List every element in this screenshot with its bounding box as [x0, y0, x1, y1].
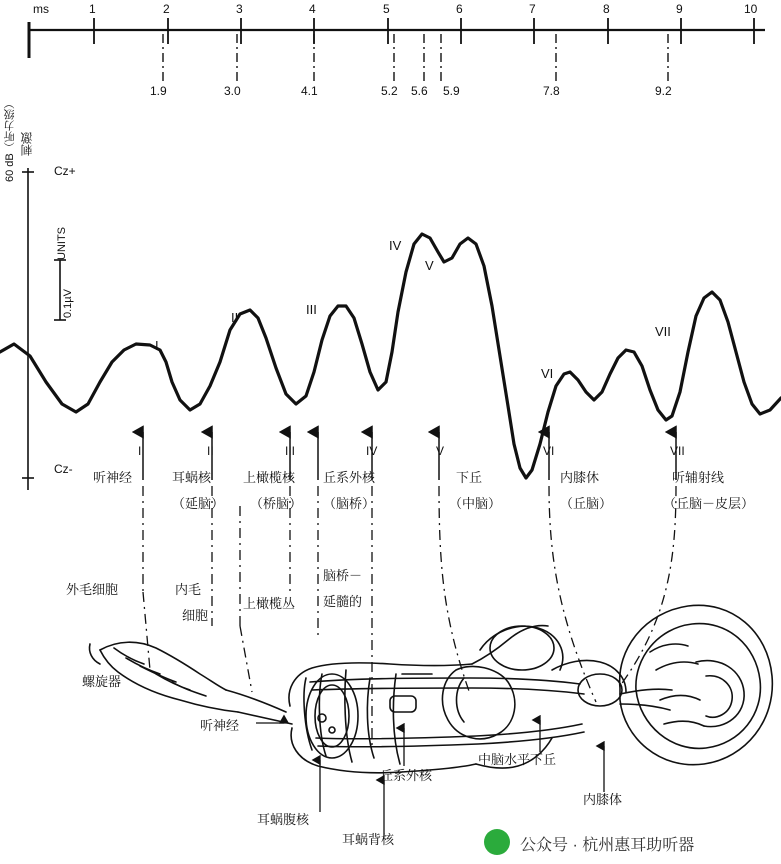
label-inferior-colliculus: 中脑水平下丘: [478, 752, 557, 767]
amplitude-scale-label: 0.1µV: [62, 289, 74, 318]
label-medial-geniculate-body: 内膝体: [583, 792, 623, 807]
generator-name-III: 上橄榄核: [243, 470, 296, 485]
generator-roman-VI: VI: [543, 444, 555, 458]
axis-tick-10: 10: [744, 2, 758, 16]
axis-unit-label: ms: [33, 2, 49, 16]
label-outer-hair-cell: 外毛细胞: [66, 582, 119, 597]
label-dorsal-cochlear-nucleus: 耳蜗背核: [342, 832, 395, 847]
generator-roman-II: II: [207, 444, 214, 458]
wechat-icon: [484, 829, 510, 855]
axis-tick-4: 4: [309, 2, 316, 16]
generator-roman-V: V: [436, 444, 445, 458]
level-label: 60 dB（听力级）: [4, 98, 16, 182]
auditory-pathway-illustration: [60, 578, 781, 818]
latency-5-2: 5.2: [381, 84, 398, 98]
generator-name-I: 听神经: [93, 470, 133, 485]
latency-1-9: 1.9: [150, 84, 167, 98]
label-pontomedullary-2: 延髓的: [323, 594, 363, 609]
peak-label-I: I: [155, 338, 159, 353]
peak-label-V: V: [425, 258, 434, 273]
peak-label-VI: VI: [541, 366, 554, 381]
label-inner-hair-cell-1: 内毛: [175, 582, 202, 597]
units-label: UNITS: [56, 227, 68, 260]
label-ventral-cochlear-nucleus: 耳蜗腹核: [257, 812, 310, 827]
electrode-negative: Cz-: [54, 462, 73, 476]
latency-7-8: 7.8: [543, 84, 560, 98]
latency-9-2: 9.2: [655, 84, 672, 98]
generator-sub-V: （中脑）: [449, 496, 502, 511]
generator-name-VII: 听辅射线: [672, 470, 725, 485]
peak-label-IV: IV: [389, 238, 402, 253]
peak-label-III: III: [306, 302, 317, 317]
axis-tick-5: 5: [383, 2, 390, 16]
label-auditory-nerve: 听神经: [200, 718, 240, 733]
generator-roman-III: III: [285, 444, 296, 458]
label-superior-olivary-plexus: 上橄榄丛: [243, 596, 296, 611]
generator-sub-II: （延脑）: [172, 496, 225, 511]
latency-4-1: 4.1: [301, 84, 318, 98]
generator-roman-VII: VII: [670, 444, 685, 458]
axis-tick-2: 2: [163, 2, 170, 16]
axis-tick-1: 1: [89, 2, 96, 16]
generator-sub-VII: （丘脑－皮层）: [663, 496, 755, 511]
electrode-positive: Cz+: [54, 164, 76, 178]
stimulus-label: 刺激: [20, 132, 34, 156]
footer-watermark: [0, 820, 781, 864]
label-lateral-lemniscus-nucleus: 丘系外核: [380, 768, 433, 783]
generator-sub-IV: （脑桥）: [323, 496, 376, 511]
generator-roman-IV: IV: [366, 444, 378, 458]
latency-5-9: 5.9: [443, 84, 460, 98]
axis-tick-8: 8: [603, 2, 610, 16]
peak-label-II: II: [231, 310, 239, 325]
latency-3-0: 3.0: [224, 84, 241, 98]
latency-axis-svg: [0, 0, 781, 160]
label-organ-of-corti: 螺旋器: [82, 674, 122, 689]
generator-roman-I: I: [138, 444, 142, 458]
generator-name-VI: 内膝休: [560, 470, 600, 485]
peak-label-VII: VII: [655, 324, 671, 339]
generator-sub-VI: （丘脑）: [560, 496, 613, 511]
latency-5-6: 5.6: [411, 84, 428, 98]
axis-tick-3: 3: [236, 2, 243, 16]
generator-name-V: 下丘: [456, 470, 483, 485]
generator-name-IV: 丘系外核: [323, 470, 376, 485]
footer-text: 公众号 · 杭州惠耳助听器: [520, 837, 695, 854]
axis-tick-7: 7: [529, 2, 536, 16]
axis-tick-6: 6: [456, 2, 463, 16]
latency-axis: [0, 0, 781, 160]
label-pontomedullary-1: 脑桥－: [323, 568, 363, 583]
label-inner-hair-cell-2: 细胞: [182, 608, 209, 623]
generator-name-II: 耳蜗核: [172, 470, 212, 485]
generator-sub-III: （桥脑）: [250, 496, 303, 511]
axis-tick-9: 9: [676, 2, 683, 16]
auditory-pathway-svg: [60, 578, 781, 818]
